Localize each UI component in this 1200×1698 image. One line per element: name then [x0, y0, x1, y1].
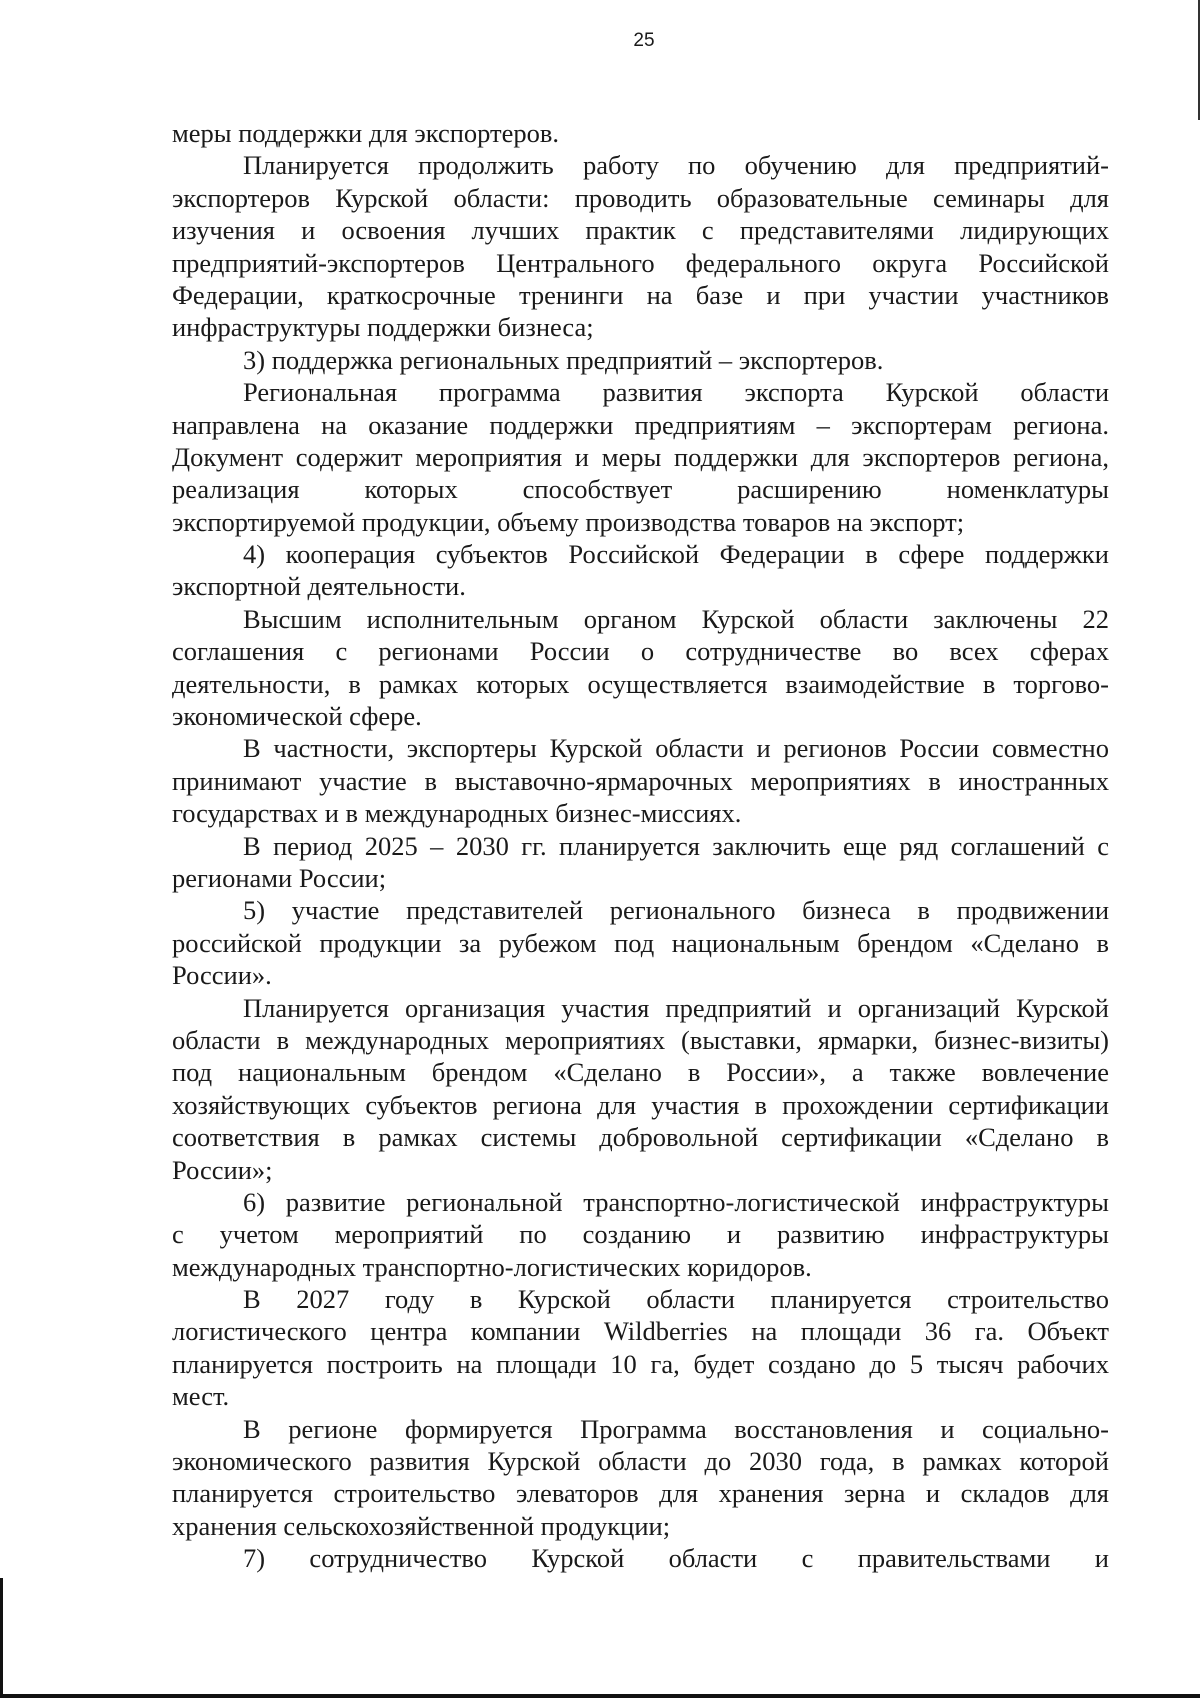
text-line: Планируется организация участия предприятий и организаций Курской — [243, 992, 1109, 1023]
text-line: экспортируемой продукции, объему производства товаров на экспорт; — [172, 506, 965, 537]
text-line: В регионе формируется Программа восстановления и социально- — [243, 1413, 1109, 1444]
text-line: 4) кооперация субъектов Российской Федерации в сфере поддержки — [243, 539, 1109, 570]
text-line: принимают участие в выставочно-ярмарочных мероприятиях в иностранных — [172, 765, 1109, 796]
text-line: экономического развития Курской области до 2030 года, в рамках которой — [172, 1446, 1109, 1477]
text-line: предприятий-экспортеров Центрального федерального округа Российской — [172, 247, 1109, 278]
text-line: планируется построить на площади 10 га, будет создано до 5 тысяч рабочих — [172, 1348, 1109, 1379]
text-line: экспортеров Курской области: проводить образовательные семинары для — [172, 182, 1109, 213]
text-line: деятельности, в рамках которых осуществляется взаимодействие в торгово- — [172, 668, 1109, 699]
text-line: Высшим исполнительным органом Курской области заключены 22 — [243, 603, 1109, 634]
text-line: Документ содержит мероприятия и меры поддержки для экспортеров региона, — [172, 441, 1109, 472]
text-line: соглашения с регионами России о сотрудничестве во всех сферах — [172, 636, 1109, 667]
text-line: В период 2025 – 2030 гг. планируется заключить еще ряд соглашений с — [243, 830, 1109, 861]
text-line: под национальным брендом «Сделано в России», а также вовлечение — [172, 1057, 1109, 1088]
text-line: регионами России; — [172, 862, 387, 893]
scan-edge-left — [0, 1578, 3, 1698]
text-line: Планируется продолжить работу по обучению для предприятий- — [243, 150, 1109, 181]
text-line: экономической сфере. — [172, 701, 422, 732]
text-line: экспортной деятельности. — [172, 571, 466, 602]
text-line: государствах и в международных бизнес-миссиях. — [172, 798, 742, 829]
text-line: Региональная программа развития экспорта Курской области — [243, 377, 1109, 408]
text-line: с учетом мероприятий по созданию и развитию инфраструктуры — [172, 1219, 1109, 1250]
text-line: планируется строительство элеваторов для хранения зерна и складов для — [172, 1478, 1109, 1509]
text-line: хранения сельскохозяйственной продукции; — [172, 1510, 671, 1541]
text-line: 6) развитие региональной транспортно-логистической инфраструктуры — [243, 1186, 1109, 1217]
scan-edge-bottom — [0, 1694, 1200, 1698]
text-line: направлена на оказание поддержки предприятиям – экспортерам региона. — [172, 409, 1109, 440]
text-line: изучения и освоения лучших практик с представителями лидирующих — [172, 215, 1109, 246]
text-line: В 2027 году в Курской области планируется строительство — [243, 1284, 1109, 1315]
text-line: 7) сотрудничество Курской области с правительствами и — [243, 1543, 1109, 1574]
text-line: меры поддержки для экспортеров. — [172, 118, 560, 148]
text-line: 3) поддержка региональных предприятий – экспортеров. — [243, 344, 884, 375]
text-line: соответствия в рамках системы добровольной сертификации «Сделано в — [172, 1122, 1109, 1153]
text-line: области в международных мероприятиях (выставки, ярмарки, бизнес-визиты) — [172, 1024, 1109, 1055]
text-line: России». — [172, 960, 272, 991]
text-line: 5) участие представителей регионального бизнеса в продвижении — [243, 895, 1109, 926]
page-number: 25 — [633, 30, 655, 51]
text-line: В частности, экспортеры Курской области и регионов России совместно — [243, 733, 1109, 764]
text-line: инфраструктуры поддержки бизнеса; — [172, 312, 594, 343]
text-line: российской продукции за рубежом под национальным брендом «Сделано в — [172, 927, 1109, 958]
text-line: России»; — [172, 1154, 273, 1185]
text-line: логистического центра компании Wildberries на площади 36 га. Объект — [172, 1316, 1109, 1347]
text-line: хозяйствующих субъектов региона для участия в прохождении сертификации — [172, 1089, 1109, 1120]
text-line: международных транспортно-логистических коридоров. — [172, 1251, 812, 1282]
text-line: мест. — [172, 1381, 230, 1412]
text-line: Федерации, краткосрочные тренинги на базе и при участии участников — [172, 279, 1109, 310]
text-line: реализация которых способствует расширению номенклатуры — [172, 474, 1109, 505]
document-body — [172, 117, 1109, 1575]
